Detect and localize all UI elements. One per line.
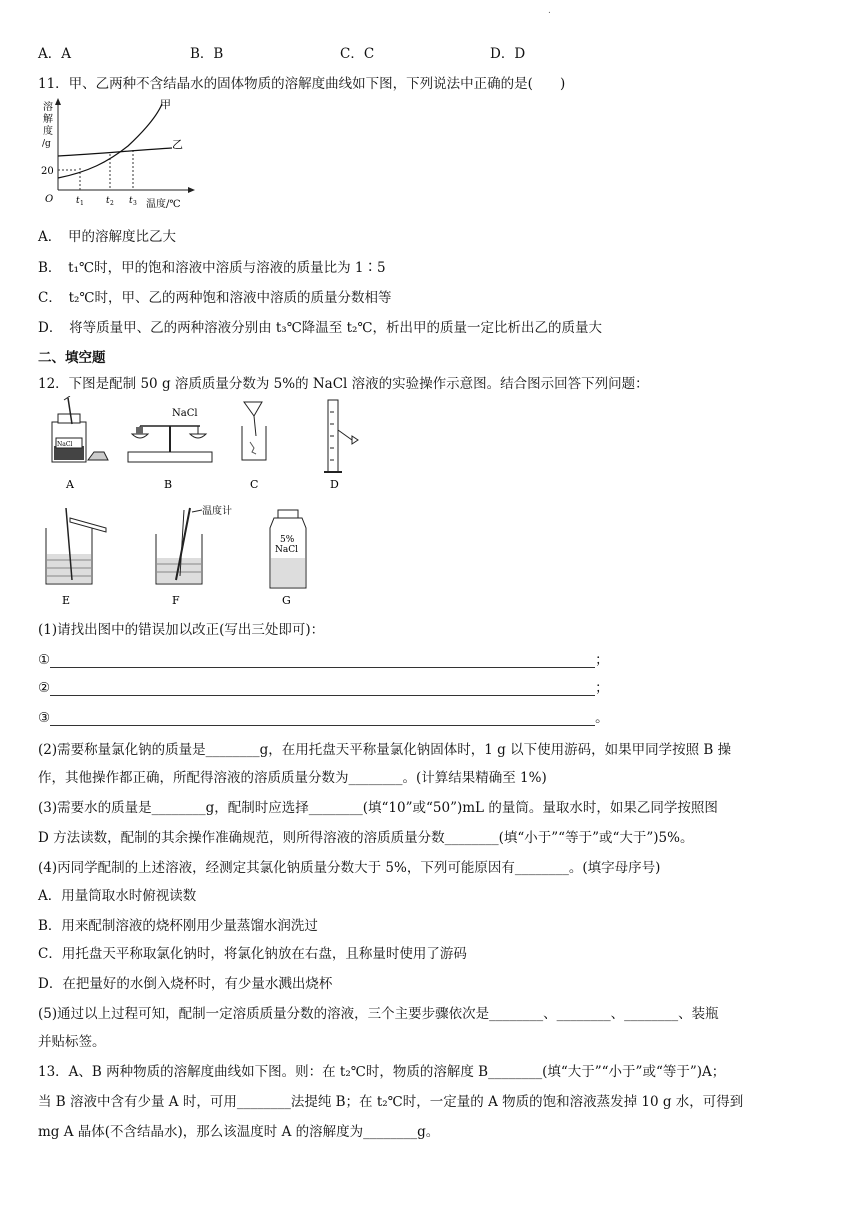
q12-stem: 12．下图是配制 50 g 溶质质量分数为 5%的 NaCl 溶液的实验操作示意图。结合图示回答下列问题：	[38, 376, 649, 392]
blank-2-end: ；	[595, 680, 609, 696]
q12-part4-option-d: D．在把量好的水倒入烧杯时，有少量水溅出烧杯	[38, 976, 333, 992]
y-label-3: 度	[43, 126, 53, 137]
q12-part5-line2: 并贴标签。	[38, 1034, 106, 1050]
fig-b-nacl: NaCl	[172, 408, 198, 419]
q12-part3-line2: D 方法读数，配制的其余操作准确规范，则所得溶液的溶质质量分数________(填“小于”“等于”或“大于”)5%。	[38, 830, 694, 846]
fig-g-nacl: NaCl	[275, 545, 299, 555]
fig-c-beaker-funnel	[242, 402, 266, 460]
x-tick-t1: t	[76, 196, 80, 206]
x-tick-t2: t	[106, 196, 110, 206]
fig-f-thermometer-label: 温度计	[202, 506, 232, 517]
blank-3-mark: ③	[38, 710, 51, 726]
q12-blank-3	[38, 706, 609, 726]
q11-stem: 11．甲、乙两种不含结晶水的固体物质的溶解度曲线如下图，下列说法中正确的是( )	[38, 76, 566, 92]
y-axis-arrow	[55, 98, 61, 105]
blank-1-line	[50, 655, 595, 668]
q11-option-c: C． t₂℃时，甲、乙的两种饱和溶液中溶质的质量分数相等	[38, 290, 392, 306]
fig-g-percent: 5%	[280, 535, 295, 545]
x-axis-label: 温度/℃	[146, 199, 181, 210]
section-heading-fill-in: 二、填空题	[38, 350, 106, 366]
y-label-1: 溶	[43, 102, 53, 113]
solubility-graph-q11	[38, 96, 198, 212]
blank-2-mark: ②	[38, 680, 51, 696]
y-label-4: /g	[42, 139, 51, 149]
q10-option-a: A．A	[38, 46, 71, 62]
blank-3-line	[50, 713, 595, 726]
q11-option-d: D． 将等质量甲、乙的两种溶液分别由 t₃℃降温至 t₂℃，析出甲的质量一定比析出乙的质量大	[38, 320, 603, 336]
fig-label-f: F	[172, 594, 180, 607]
q12-part4-prompt: (4)丙同学配制的上述溶液，经测定其氯化钠质量分数大于 5%，下列可能原因有________。(填字母序号)	[38, 860, 661, 876]
page-dot: .	[548, 6, 551, 16]
curve-label-jia: 甲	[160, 98, 171, 111]
x-tick-t1-sub: 1	[80, 200, 84, 207]
x-axis-arrow	[188, 187, 195, 193]
q13-line1: 13．A、B 两种物质的溶解度曲线如下图。则：在 t₂℃时，物质的溶解度 B________(填“大于”“小于”或“等于”)A；	[38, 1064, 726, 1080]
q10-option-d: D．D	[490, 46, 526, 62]
q12-figure-row1	[40, 396, 380, 496]
x-tick-t3: t	[129, 196, 133, 206]
fig-f-beaker-thermometer	[156, 504, 232, 584]
blank-1-mark: ①	[38, 652, 51, 668]
q12-part2-line2: 作，其他操作都正确，所配得溶液的溶质质量分数为________。(计算结果精确至 1%)	[38, 770, 547, 786]
q12-part2-line1: (2)需要称量氯化钠的质量是________g，在用托盘天平称量氯化钠固体时，1 g 以下使用游码，如果甲同学按照 B 操	[38, 742, 732, 758]
fig-a-nacl: NaCl	[57, 441, 73, 448]
curve-label-yi: 乙	[172, 138, 183, 151]
fig-a-reagent-bottle	[52, 396, 108, 462]
q12-blank-2	[38, 676, 609, 696]
fig-label-c: C	[250, 478, 259, 491]
q12-part4-option-b: B．用来配制溶液的烧杯刚用少量蒸馏水润洗过	[38, 918, 318, 934]
q12-figure-row2	[40, 504, 320, 608]
q13-line2: 当 B 溶液中含有少量 A 时，可用________法提纯 B；在 t₂℃时，一定量的 A 物质的饱和溶液蒸发掉 10 g 水，可得到	[38, 1094, 744, 1110]
blank-2-line	[50, 683, 595, 696]
q11-option-a: A． 甲的溶解度比乙大	[38, 229, 176, 245]
q12-part4-option-a: A．用量筒取水时俯视读数	[38, 888, 197, 904]
y-tick-20: 20	[41, 166, 54, 177]
fig-d-cylinder	[324, 400, 358, 472]
blank-3-end: 。	[595, 710, 609, 726]
q12-part1-prompt: (1)请找出图中的错误加以改正(写出三处即可)：	[38, 622, 325, 638]
fig-label-a: A	[66, 478, 74, 491]
fig-label-e: E	[62, 594, 71, 607]
q12-part3-line1: (3)需要水的质量是________g，配制时应选择________(填“10”或“50”)mL 的量筒。量取水时，如果乙同学按照图	[38, 800, 718, 816]
q10-option-b: B．B	[190, 46, 224, 62]
q10-option-c: C．C	[340, 46, 375, 62]
q12-blank-1	[38, 648, 609, 668]
fig-e-beaker-pour	[46, 508, 106, 584]
origin-label: O	[45, 194, 54, 205]
fig-label-b: B	[164, 478, 173, 491]
x-tick-t3-sub: 3	[133, 200, 137, 207]
y-label-2: 解	[43, 114, 53, 125]
q13-line3: mg A 晶体(不含结晶水)，那么该温度时 A 的溶解度为________g。	[38, 1124, 440, 1140]
q12-part5-line1: (5)通过以上过程可知，配制一定溶质质量分数的溶液，三个主要步骤依次是________、________、________、装瓶	[38, 1006, 719, 1022]
fig-label-d: D	[330, 478, 339, 491]
fig-g-labelled-bottle	[270, 510, 306, 588]
x-tick-t2-sub: 2	[110, 200, 114, 207]
blank-1-end: ；	[595, 652, 609, 668]
q12-part4-option-c: C．用托盘天平称取氯化钠时，将氯化钠放在右盘，且称量时使用了游码	[38, 946, 467, 962]
fig-b-balance	[128, 408, 212, 462]
fig-label-g: G	[282, 594, 291, 607]
q11-option-b: B． t₁℃时，甲的饱和溶液中溶质与溶液的质量比为 1∶5	[38, 260, 386, 276]
